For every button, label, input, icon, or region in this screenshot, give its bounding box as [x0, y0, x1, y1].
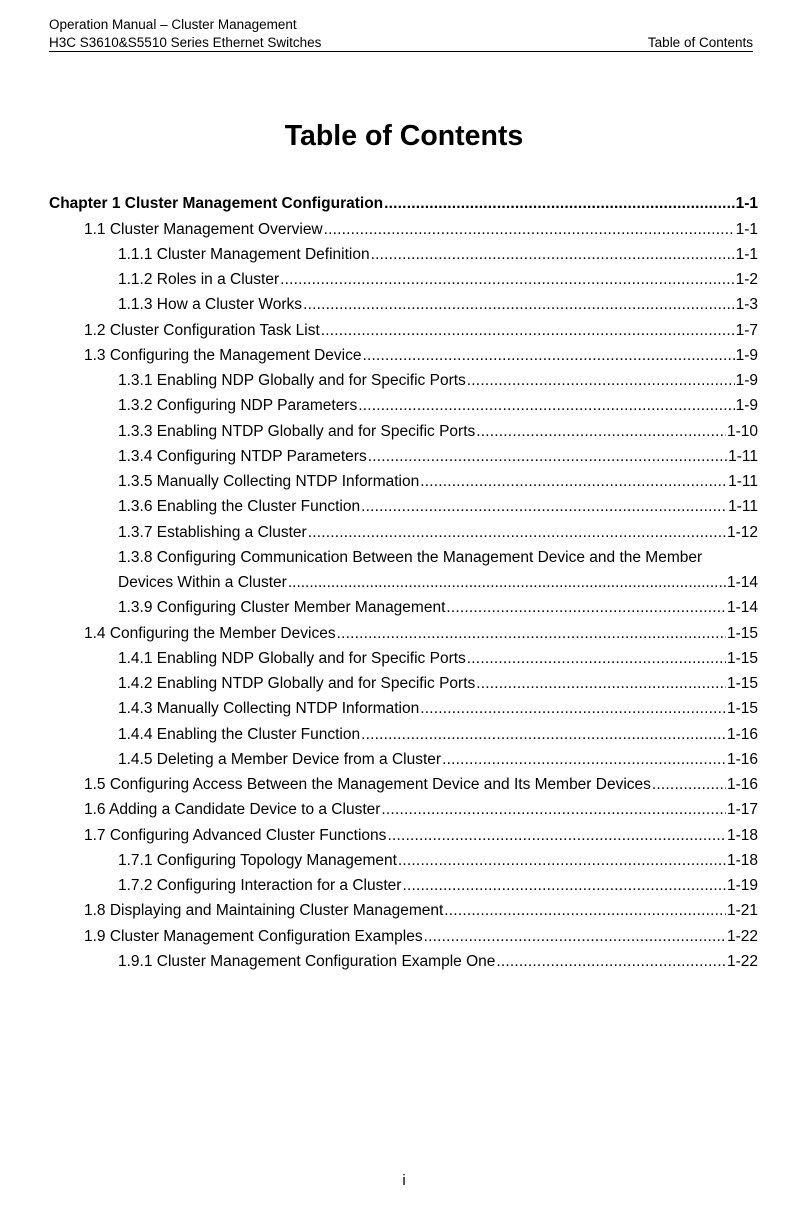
toc-entry-1-8[interactable]: 1.8 Displaying and Maintaining Cluster Management ..... 1-21 [49, 895, 758, 920]
toc-entry-1-7-1[interactable]: 1.7.1 Configuring Topology Management ..... 1-18 [49, 845, 758, 870]
toc-entry-1-6[interactable]: 1.6 Adding a Candidate Device to a Cluster ..... 1-17 [49, 794, 758, 819]
leader-dots [476, 423, 726, 441]
leader-dots [337, 625, 726, 643]
toc-entry-1-4-2[interactable]: 1.4.2 Enabling NTDP Globally and for Specific Ports ..... 1-15 [49, 668, 758, 693]
toc-list [49, 188, 758, 971]
leader-dots [420, 473, 727, 491]
leader-dots [308, 524, 726, 542]
header-product-name: H3C S3610&S5510 Series Ethernet Switches [49, 35, 322, 50]
toc-entry-1-3-6[interactable]: 1.3.6 Enabling the Cluster Function ..... 1-11 [49, 491, 758, 516]
toc-entry-1-3-2[interactable]: 1.3.2 Configuring NDP Parameters ..... 1-9 [49, 390, 758, 415]
toc-entry-1-1[interactable]: 1.1 Cluster Management Overview ..... 1-1 [49, 213, 758, 238]
header-rule [49, 51, 753, 52]
toc-entry-chapter-1[interactable]: Chapter 1 Cluster Management Configuration ..... 1-1 [49, 188, 758, 213]
toc-entry-1-9[interactable]: 1.9 Cluster Management Configuration Examples ..... 1-22 [49, 920, 758, 945]
toc-entry-1-4-1[interactable]: 1.4.1 Enabling NDP Globally and for Specific Ports ..... 1-15 [49, 643, 758, 668]
toc-entry-1-3-5[interactable]: 1.3.5 Manually Collecting NTDP Information ..... 1-11 [49, 466, 758, 491]
toc-entry-1-5[interactable]: 1.5 Configuring Access Between the Management Device and Its Member Devices ..... 1-16 [49, 769, 758, 794]
page-header [49, 16, 753, 52]
toc-entry-1-1-1[interactable]: 1.1.1 Cluster Management Definition ..... 1-1 [49, 239, 758, 264]
toc-entry-1-3-3[interactable]: 1.3.3 Enabling NTDP Globally and for Specific Ports ..... 1-10 [49, 415, 758, 440]
leader-dots [476, 675, 726, 693]
leader-dots [303, 296, 735, 314]
leader-dots [371, 246, 735, 264]
leader-dots [442, 751, 726, 769]
leader-dots [387, 827, 726, 845]
toc-entry-1-4-5[interactable]: 1.4.5 Deleting a Member Device from a Cluster ..... 1-16 [49, 744, 758, 769]
page-number: i [402, 1172, 406, 1189]
leader-dots [288, 574, 726, 592]
leader-dots [361, 498, 727, 516]
toc-entry-1-7[interactable]: 1.7 Configuring Advanced Cluster Functions ..... 1-18 [49, 819, 758, 844]
leader-dots [358, 397, 734, 415]
toc-entry-1-4[interactable]: 1.4 Configuring the Member Devices ..... 1-15 [49, 617, 758, 642]
leader-dots [446, 599, 726, 617]
leader-dots [398, 852, 726, 870]
toc-entry-1-3-4[interactable]: 1.3.4 Configuring NTDP Parameters ..... 1-11 [49, 441, 758, 466]
leader-dots [652, 776, 726, 794]
toc-entry-1-4-4[interactable]: 1.4.4 Enabling the Cluster Function ..... 1-16 [49, 718, 758, 743]
header-section-name: Table of Contents [647, 35, 753, 50]
leader-dots [467, 650, 726, 668]
leader-dots [362, 347, 734, 365]
leader-dots [444, 902, 726, 920]
leader-dots [324, 221, 735, 239]
toc-entry-1-1-2[interactable]: 1.1.2 Roles in a Cluster ..... 1-2 [49, 264, 758, 289]
leader-dots [368, 448, 727, 466]
toc-entry-1-2[interactable]: 1.2 Cluster Configuration Task List ..... 1-7 [49, 314, 758, 339]
toc-entry-1-3-9[interactable]: 1.3.9 Configuring Cluster Member Management ..... 1-14 [49, 592, 758, 617]
toc-entry-1-1-3[interactable]: 1.1.3 How a Cluster Works ..... 1-3 [49, 289, 758, 314]
leader-dots [420, 700, 726, 718]
leader-dots [402, 877, 726, 895]
leader-dots [321, 322, 735, 340]
leader-dots [384, 195, 734, 213]
toc-entry-1-3-7[interactable]: 1.3.7 Establishing a Cluster ..... 1-12 [49, 516, 758, 541]
header-manual-title: Operation Manual – Cluster Management [49, 17, 297, 32]
toc-entry-1-3-8[interactable]: 1.3.8 Configuring Communication Between the Management Device and the Member Devices Within a Cluster ..... 1-14 [49, 542, 758, 593]
toc-entry-1-3[interactable]: 1.3 Configuring the Management Device ..... 1-9 [49, 340, 758, 365]
toc-entry-1-7-2[interactable]: 1.7.2 Configuring Interaction for a Cluster ..... 1-19 [49, 870, 758, 895]
leader-dots [424, 928, 726, 946]
leader-dots [381, 801, 726, 819]
toc-entry-1-3-1[interactable]: 1.3.1 Enabling NDP Globally and for Specific Ports ..... 1-9 [49, 365, 758, 390]
page-title: Table of Contents [284, 120, 524, 152]
leader-dots [361, 726, 726, 744]
toc-entry-1-9-1[interactable]: 1.9.1 Cluster Management Configuration Example One ..... 1-22 [49, 946, 758, 971]
leader-dots [496, 953, 726, 971]
leader-dots [280, 271, 734, 289]
toc-entry-1-4-3[interactable]: 1.4.3 Manually Collecting NTDP Information ..... 1-15 [49, 693, 758, 718]
leader-dots [467, 372, 735, 390]
